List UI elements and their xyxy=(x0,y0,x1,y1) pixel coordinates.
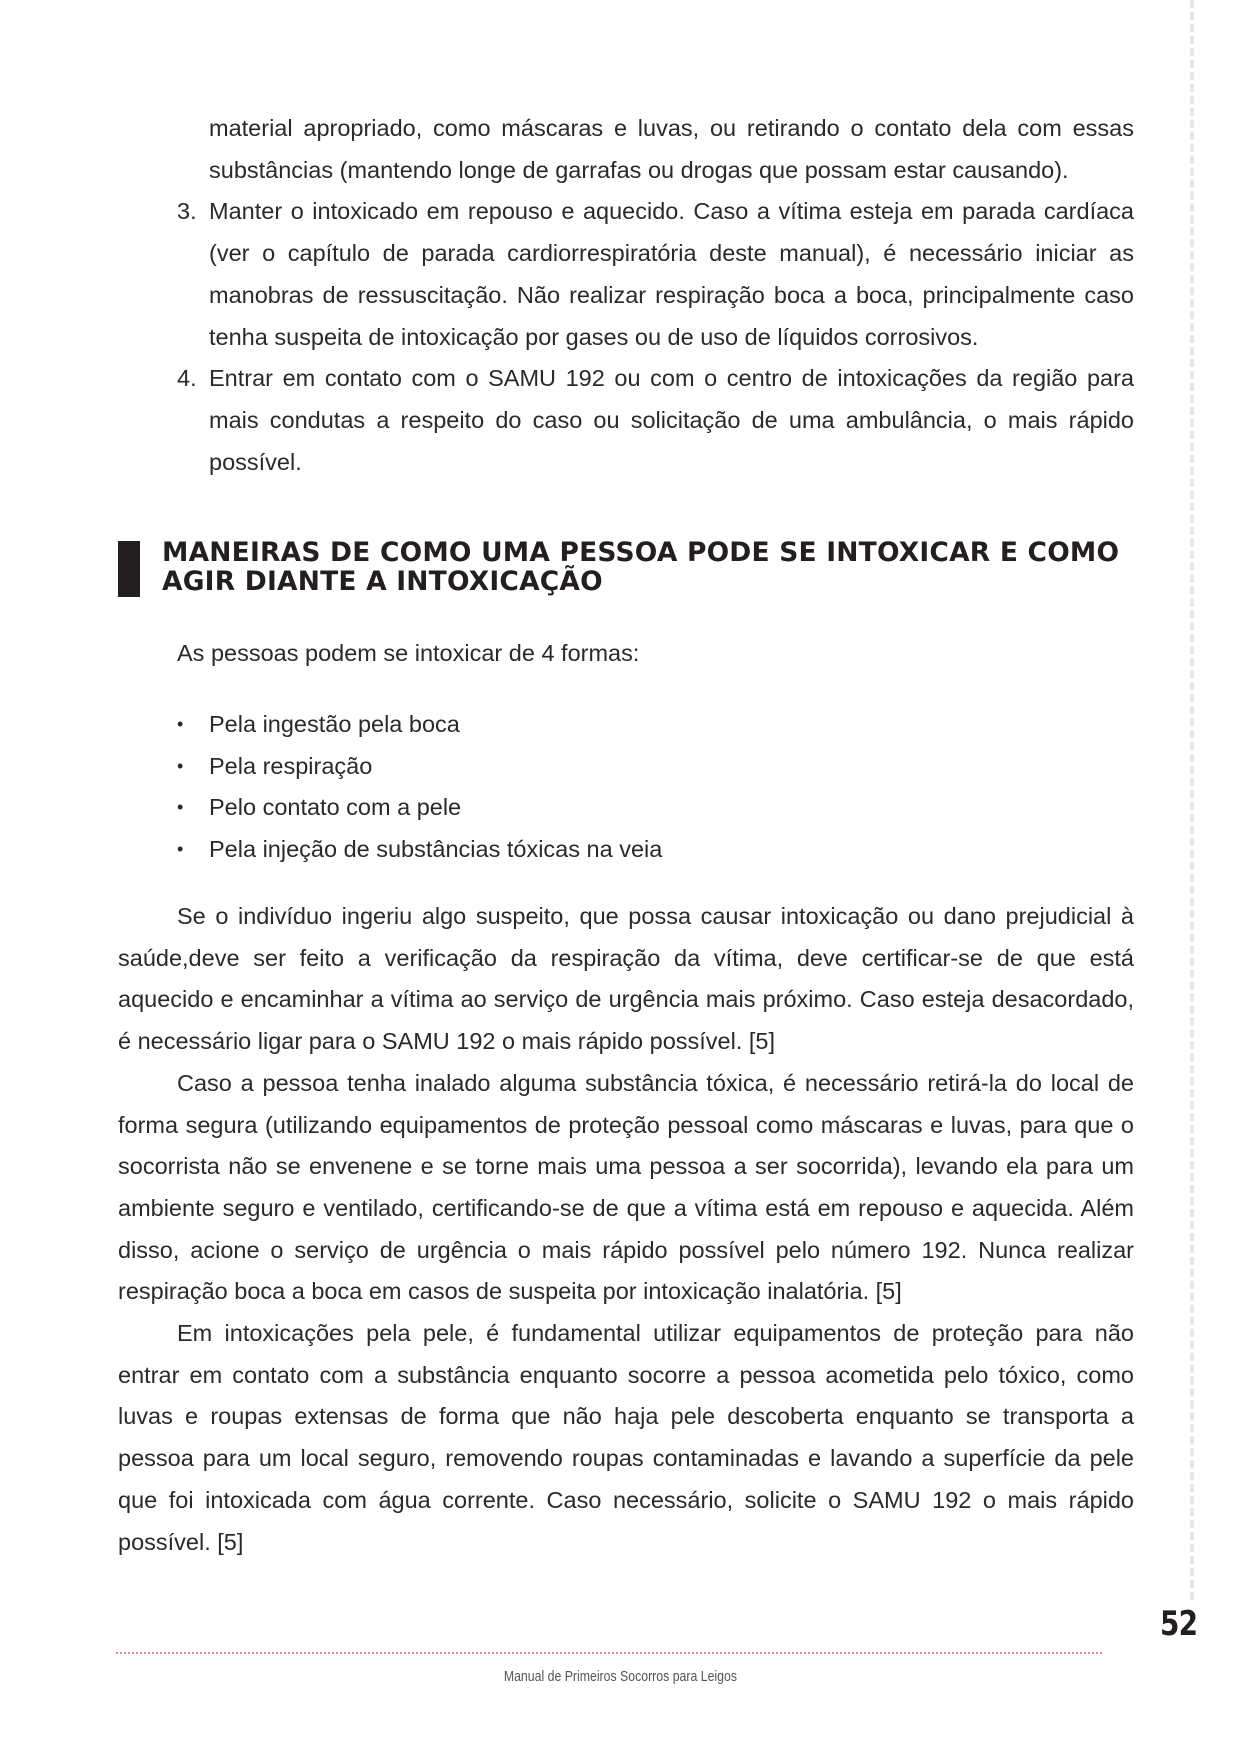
bullet-text: Pela injeção de substâncias tóxicas na veia xyxy=(209,836,663,863)
footer-divider xyxy=(116,1652,1102,1654)
body-paragraphs xyxy=(118,896,1134,1563)
bullet-text: Pela ingestão pela boca xyxy=(209,711,460,737)
list-item-text: Manter o intoxicado em repouso e aquecido. Caso a vítima esteja em parada cardíaca (ver o capítulo de parada cardiorrespiratória deste manual), é necessário iniciar as manobras de ressuscitação. Não realizar respiração boca a boca, principalmente caso tenha suspeita de intoxicação por gases ou de uso de líquidos corrosivos. xyxy=(209,198,1134,350)
bullet-icon: • xyxy=(177,714,184,734)
footer-title: Manual de Primeiros Socorros para Leigos xyxy=(503,1668,737,1685)
heading-line-2: AGIR DIANTE A INTOXICAÇÃO xyxy=(162,566,603,597)
list-item-4 xyxy=(0,358,1134,483)
paragraph-inhalation: Caso a pessoa tenha inalado alguma substância tóxica, é necessário retirá-la do local de forma segura (utilizando equipamentos de proteção pessoal como máscaras e luvas, para que o socorrista não se envenene e se torne mais uma pessoa a ser socorrida), levando ela para um ambiente seguro e ventilado, certificando-se de que a vítima está em repouso e aquecida. Além disso, acione o serviço de urgência o mais rápido possível pelo número 192. Nunca realizar respiração boca a boca em casos de suspeita por intoxicação inalatória. [5] xyxy=(118,1069,1134,1305)
bullet-icon: • xyxy=(177,839,184,860)
bullet-item xyxy=(0,704,1241,746)
section-heading-text xyxy=(162,538,1138,596)
list-item-text: material apropriado, como máscaras e luvas, ou retirando o contato dela com essas substâncias (mantendo longe de garrafas ou drogas que possam estar causando). xyxy=(209,115,1134,183)
bullet-icon: • xyxy=(177,755,184,776)
list-item-3 xyxy=(0,191,1134,358)
bullet-item xyxy=(0,746,1241,788)
bullet-list xyxy=(0,704,1241,871)
list-item-number: 3. xyxy=(177,198,197,225)
heading-line-1: MANEIRAS DE COMO UMA PESSOA PODE SE INTOXICAR E COMO xyxy=(162,537,1120,568)
bullet-item xyxy=(0,829,1241,871)
bullet-text: Pela respiração xyxy=(209,752,373,779)
list-item-text: Entrar em contato com o SAMU 192 ou com o centro de intoxicações da região para mais condutas a respeito do caso ou solicitação de uma ambulância, o mais rápido possível. xyxy=(209,365,1134,475)
heading-marker-bar xyxy=(118,541,140,597)
paragraph-ingestion: Se o indivíduo ingeriu algo suspeito, que possa causar intoxicação ou dano prejudicial à saúde,deve ser feito a verificação da respiração da vítima, deve certificar-se de que está aquecido e encaminhar a vítima ao serviço de urgência mais próximo. Caso esteja desacordado, é necessário ligar para o SAMU 192 o mais rápido possível. [5] xyxy=(118,903,1134,1055)
list-item-number: 4. xyxy=(177,365,197,392)
bullet-icon: • xyxy=(177,797,184,818)
list-item-continuation xyxy=(0,108,1134,191)
numbered-list xyxy=(0,108,1241,483)
bullet-text: Pelo contato com a pele xyxy=(209,794,462,821)
paragraph-skin: Em intoxicações pela pele, é fundamental utilizar equipamentos de proteção para não entrar em contato com a substância enquanto socorre a pessoa acometida pelo tóxico, como luvas e roupas extensas de forma que não haja pele descoberta enquanto se transporta a pessoa para um local seguro, removendo roupas contaminadas e lavando a superfície da pele que foi intoxicada com água corrente. Caso necessário, solicite o SAMU 192 o mais rápido possível. [5] xyxy=(118,1320,1134,1555)
section-intro: As pessoas podem se intoxicar de 4 formas: xyxy=(177,640,640,666)
section-heading xyxy=(118,538,1138,596)
page-number: 52 xyxy=(1160,1604,1198,1644)
bullet-item xyxy=(0,787,1241,829)
